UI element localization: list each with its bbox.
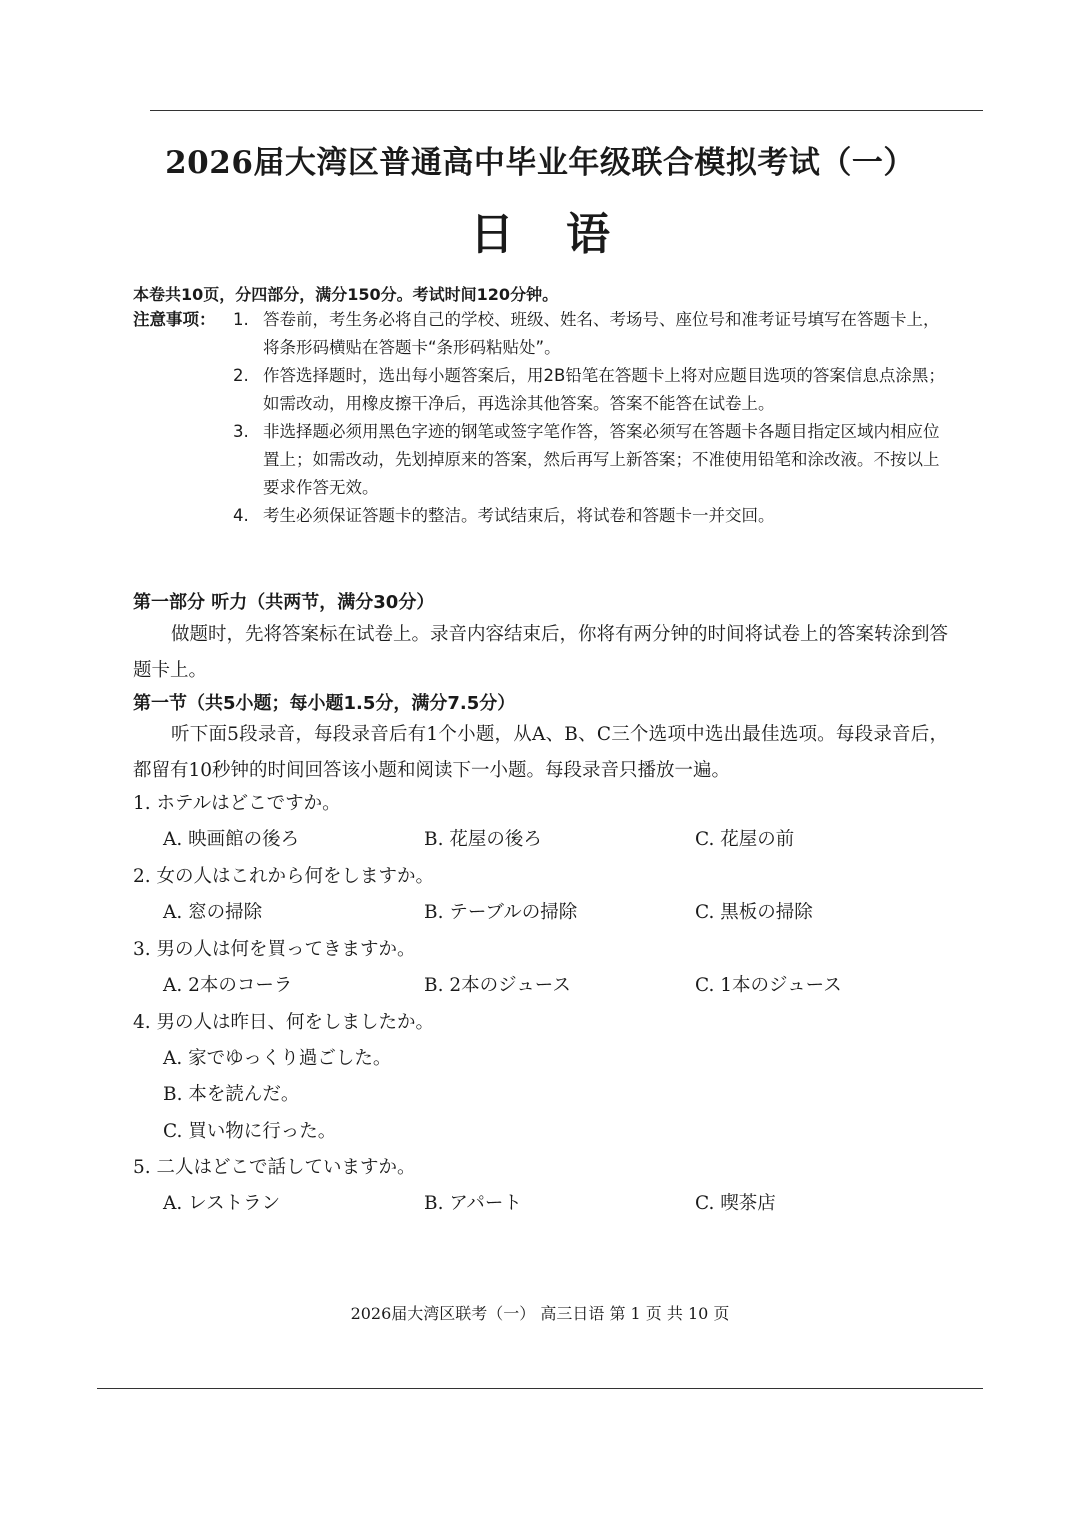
- subject-char-1: 日: [470, 209, 514, 260]
- notes-list: [233, 306, 953, 530]
- question-4-option-c: C. 買い物に行った。: [163, 1121, 337, 1142]
- note-item: [233, 418, 953, 502]
- question-3-option-c: C. 1本のジュース: [695, 975, 842, 996]
- question-5-option-a: A. レストラン: [163, 1193, 281, 1214]
- question-5-option-c: C. 喫茶店: [695, 1193, 776, 1214]
- part1-heading: 第一部分 听力（共两节，满分30分）: [133, 592, 435, 613]
- question-4-option-b: B. 本を読んだ。: [163, 1084, 300, 1105]
- question-1-option-c: C. 花屋の前: [695, 829, 795, 850]
- question-4-stem: 4. 男の人は昨日、何をしましたか。: [133, 1012, 435, 1033]
- question-5-stem: 5. 二人はどこで話していますか。: [133, 1157, 416, 1178]
- question-2-stem: 2. 女の人はこれから何をしますか。: [133, 866, 435, 887]
- question-5-option-b: B. アパート: [424, 1193, 522, 1214]
- notes-label: 注意事项：: [133, 310, 216, 329]
- exam-info-line: 本卷共10页，分四部分，满分150分。考试时间120分钟。: [133, 285, 559, 304]
- part1-instruction: 做题时，先将答案标在试卷上。录音内容结束后，你将有两分钟的时间将试卷上的答案转涂到答题卡上。: [133, 624, 949, 681]
- note-text: 答卷前，考生务必将自己的学校、班级、姓名、考场号、座位号和准考证号填写在答题卡上，将条形码横贴在答题卡“条形码粘贴处”。: [263, 310, 940, 357]
- note-number: 1.: [233, 310, 249, 329]
- section1-heading: 第一节（共5小题；每小题1.5分，满分7.5分）: [133, 693, 516, 714]
- bottom-rule: [97, 1388, 983, 1389]
- question-2-option-c: C. 黒板の掃除: [695, 902, 813, 923]
- note-item: [233, 306, 953, 362]
- note-number: 4.: [233, 506, 249, 525]
- subject-title: [0, 198, 1080, 262]
- question-3-option-a: A. 2本のコーラ: [163, 975, 293, 996]
- top-rule: [150, 110, 983, 111]
- question-2-option-b: B. テーブルの掃除: [424, 902, 578, 923]
- exam-title: 2026届大湾区普通高中毕业年级联合模拟考试（一）: [165, 145, 915, 181]
- note-number: 3.: [233, 422, 249, 441]
- notes-block: [133, 306, 953, 530]
- section1-instruction: 听下面5段录音，每段录音后有1个小题，从A、B、C三个选项中选出最佳选项。每段录音后，都留有10秒钟的时间回答该小题和阅读下一小题。每段录音只播放一遍。: [133, 724, 948, 781]
- subject-char-2: 语: [566, 209, 610, 260]
- question-1-option-b: B. 花屋の後ろ: [424, 829, 542, 850]
- question-3-stem: 3. 男の人は何を買ってきますか。: [133, 939, 416, 960]
- note-item: [233, 362, 953, 418]
- question-1-option-a: A. 映画館の後ろ: [163, 829, 300, 850]
- page-footer: 2026届大湾区联考（一） 高三日语 第 1 页 共 10 页: [350, 1304, 730, 1323]
- question-3-option-b: B. 2本のジュース: [424, 975, 571, 996]
- note-item: [233, 502, 953, 530]
- note-text: 作答选择题时，选出每小题答案后，用2B铅笔在答题卡上将对应题目选项的答案信息点涂黑；如需改动，用橡皮擦干净后，再选涂其他答案。答案不能答在试卷上。: [263, 366, 945, 413]
- note-text: 考生必须保证答题卡的整洁。考试结束后，将试卷和答题卡一并交回。: [263, 506, 775, 525]
- question-1-stem: 1. ホテルはどこですか。: [133, 793, 341, 814]
- note-number: 2.: [233, 366, 249, 385]
- question-2-option-a: A. 窓の掃除: [163, 902, 263, 923]
- question-4-option-a: A. 家でゆっくり過ごした。: [163, 1048, 392, 1069]
- note-text: 非选择题必须用黑色字迹的钢笔或签字笔作答，答案必须写在答题卡各题目指定区域内相应位置上；如需改动，先划掉原来的答案，然后再写上新答案；不准使用铅笔和涂改液。不按以上要求作答无效。: [263, 422, 940, 497]
